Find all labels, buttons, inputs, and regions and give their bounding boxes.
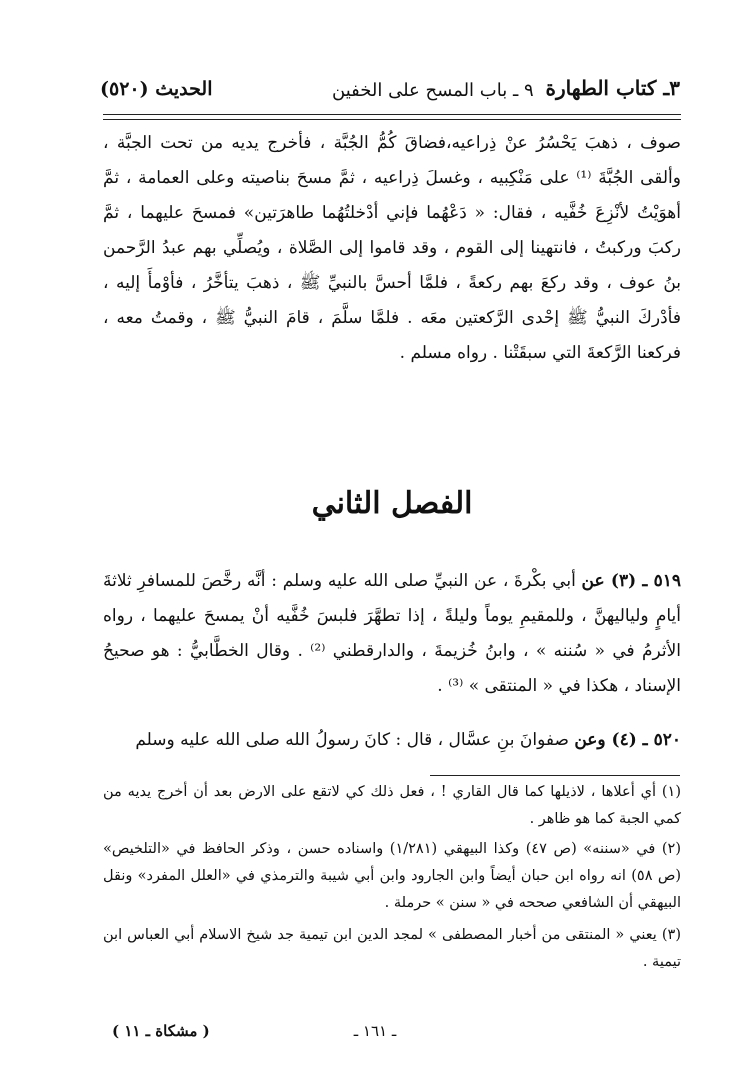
hadith-520-number: ٥٢٠ ـ (٤) وعن — [574, 730, 681, 750]
hadith-519-text: أبي بكْرةَ ، عن النبيِّ صلى الله عليه وسلم : أنَّه رخَّصَ للمسافرِ ثلاثةَ أيامٍ ولياليهنَّ ، وللمقيمِ يوماً وليلةً ، إذا تطهَّرَ فلبسَ خُفَّيه أنْ يمسحَ عليهما ، رواه الأثرمُ في « سُننه » ، وابنُ خُزيمةَ ، والدارقطني ⁽²⁾ . وقال الخطَّابيُّ : هو صحيحُ الإسناد ، هكذا في « المنتقى » ⁽³⁾ . — [103, 571, 682, 696]
section-heading: الفصل الثاني — [311, 486, 473, 521]
page-number: ـ ١٦١ ـ — [353, 1022, 397, 1040]
hadith-519 — [103, 564, 681, 714]
section-title-header: ٩ ـ باب المسح على الخفين — [332, 80, 534, 101]
hadith-519-number: ٥١٩ ـ (٣) عن — [581, 571, 682, 591]
footnote-2: (٢) في «سننه» (ص ٤٧) وكذا البيهقي (١/٢٨١) واسناده حسن ، وذكر الحافظ في «التلخيص» (ص ٥٨) انه رواه ابن حبان أيضاً وابن الجارود وابن أبي شيبة والترمذي في «العلل المفرد» ونقل البيهقي أن الشافعي صححه في « سنن » حرملة . — [103, 841, 682, 911]
paragraph-continuation: صوف ، ذهبَ يَحْسُرُ عنْ ذِراعيه،فضاقَ كُمُّ الجُبَّة ، فأخرج يديه من تحت الجبَّة ، وألقى الجُبَّةَ ⁽¹⁾ على مَنْكِبيه ، وغسلَ ذِراعيه ، ثمَّ مسحَ بناصيته وعلى العمامة ، ثمَّ أهوَيْتُ لأنْزِعَ خُفَّيه ، فقال: « دَعْهُما فإني أدْخلتُهُما طاهرَتين» فمسحَ عليهما ، ثمَّ ركبَ وركبتُ ، فانتهينا إلى القوم ، وقد قاموا إلى الصَّلاة ، ويُصلِّي بهم عبدُ الرَّحمن بنُ عوف ، وقد ركعَ بهم ركعةً ، فلمَّا أحسَّ بالنبيِّ ﷺ ، ذهبَ يتأخَّرُ ، فأوْمأَ إليه ، فأدْركَ النبيُّ ﷺ إحْدى الرَّكعتين معَه . فلمَّا سلَّمَ ، قامَ النبيُّ ﷺ ، وقمتُ معه ، فركعنا الرَّكعةَ التي سبقَتْنا . رواه مسلم . — [103, 133, 681, 363]
footnote-rule — [430, 775, 680, 776]
mishkat-reference: ( مشكاة ـ ١١ ) — [112, 1022, 210, 1040]
chapter-title: ٣ـ كتاب الطهارة — [545, 76, 680, 100]
footnote-1: (١) أي أعلاها ، لاذيلها كما قال القاري ! ، فعل ذلك كي لاتقع على الارض بعد أن أخرج يديه من كمي الجبة كما هو ظاهر . — [103, 784, 681, 827]
hadith-reference: الحديث (٥٢٠) — [100, 78, 213, 100]
footnote-3: (٣) يعني « المنتقى من أخبار المصطفى » لمجد الدين ابن تيمية جد شيخ الاسلام أبي العباس ابن تيمية . — [103, 927, 681, 970]
running-header — [100, 74, 680, 114]
hadith-520 — [103, 723, 681, 761]
header-rule — [103, 114, 681, 115]
hadith-520-text: صفوانَ بنِ عسَّال ، قال : كانَ رسولُ الله صلى الله عليه وسلم — [135, 730, 569, 750]
header-rule-secondary — [103, 119, 681, 120]
